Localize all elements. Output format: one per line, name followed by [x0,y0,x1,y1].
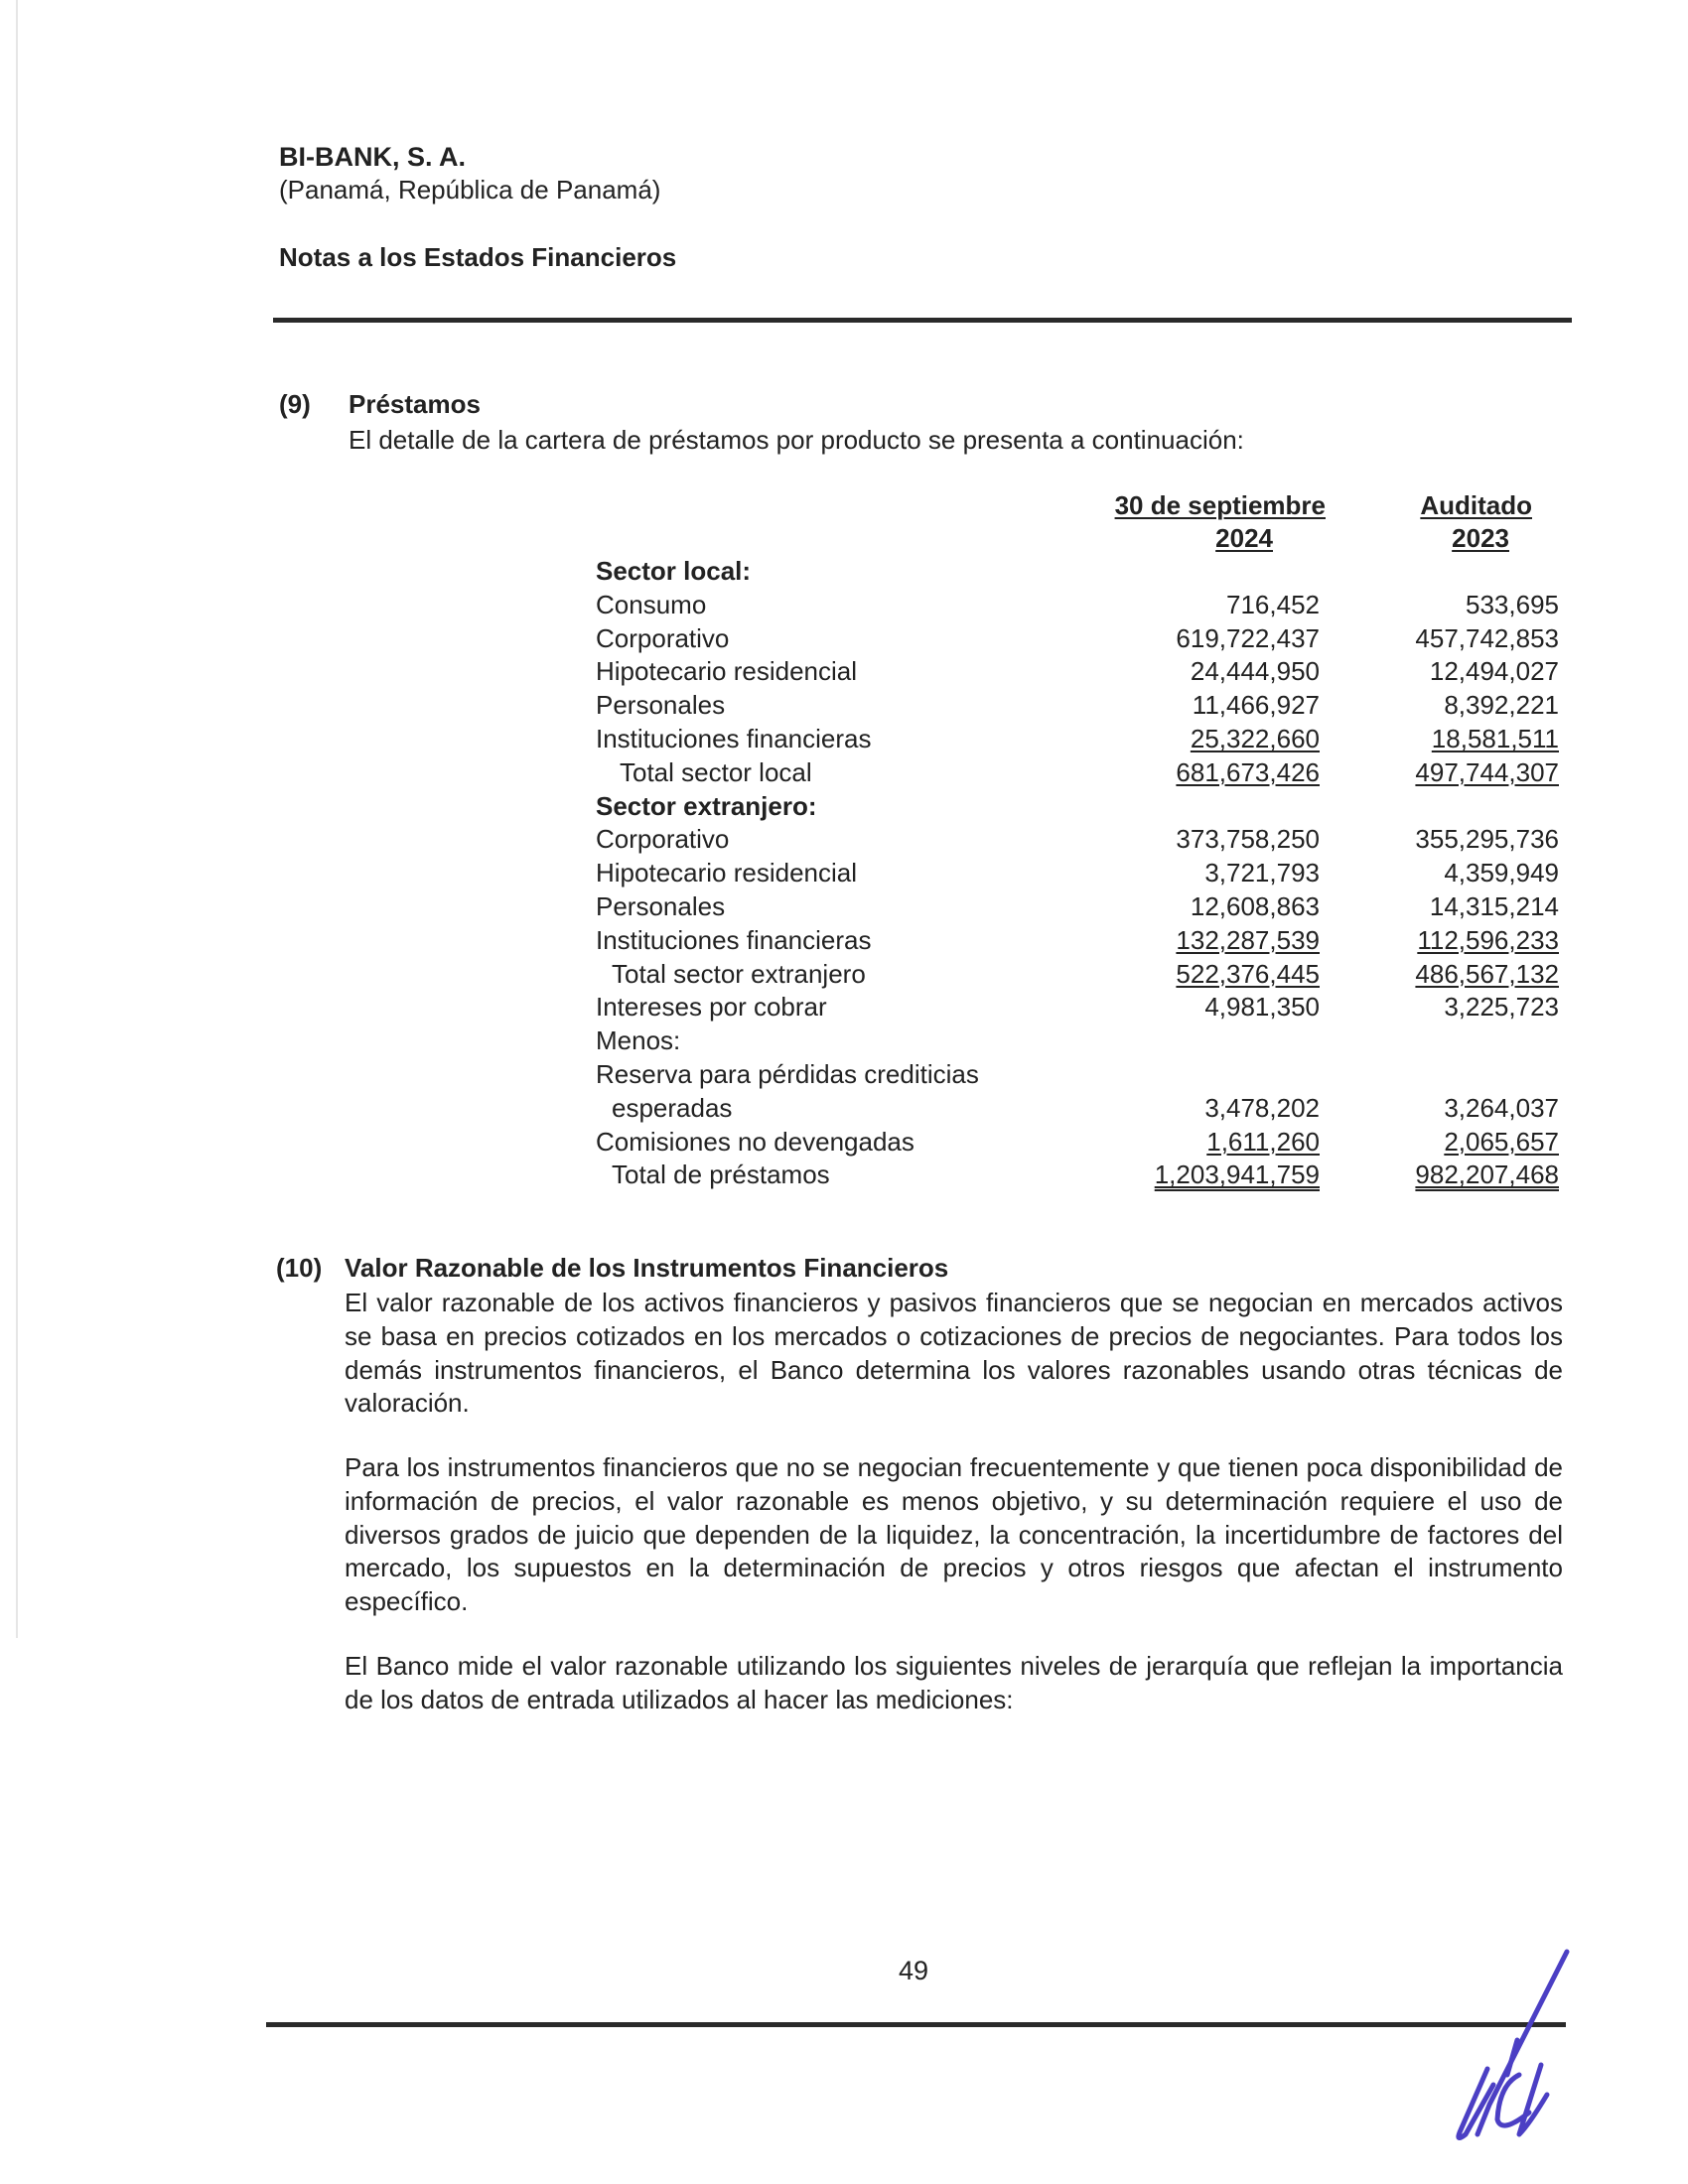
section-10-paragraph-3: El Banco mide el valor razonable utilizando los siguientes niveles de jerarquía que reflejan la importancia de los datos de entrada utilizados al hacer las mediciones: [345,1651,1563,1714]
row-label: Corporativo [596,824,730,855]
row-label: Intereses por cobrar [596,992,827,1023]
table-row [596,556,1559,590]
value-2023: 12,494,027 [1429,656,1559,687]
value-2024: 522,376,445 [1176,958,1320,989]
value-2023: 982,207,468 [1415,1160,1559,1190]
section-heading: Sector local: [596,556,752,586]
table-row [596,1160,1559,1193]
section-10-paragraph-2: Para los instrumentos financieros que no se negocian frecuentemente y que tienen poca disponibilidad de información de precios, el valor razonable es menos objetivo, y su determinación requiere el uso de diversos grados de juicio que dependen de la liquidez, la concentración, la incertidumbre de factores del mercado, los supuestos en la determinación de precios y otros riesgos que afectan el instrumento específico. [345,1452,1563,1617]
section-9-title: Préstamos [349,389,481,419]
value-2024: 12,608,863 [1190,891,1320,921]
value-2024: 681,673,426 [1176,756,1320,787]
row-label: Hipotecario residencial [596,656,858,687]
value-2023: 8,392,221 [1444,690,1559,721]
header-rule [273,318,1572,323]
row-label: Corporativo [596,622,730,653]
value-2024: 716,452 [1226,589,1320,619]
table-row [596,959,1559,993]
table-row [596,1059,1559,1093]
table-row [596,858,1559,891]
table-row [596,590,1559,623]
row-label: Menos: [596,1025,681,1056]
value-2023: 3,264,037 [1444,1092,1559,1123]
section-10-number: (10) [276,1253,323,1283]
value-2024: 619,722,437 [1176,622,1320,653]
section-10-title: Valor Razonable de los Instrumentos Financieros [345,1253,949,1283]
value-2023: 486,567,132 [1415,958,1559,989]
value-2023: 14,315,214 [1429,891,1559,921]
section-heading: Sector extranjero: [596,790,817,821]
value-2024: 25,322,660 [1190,724,1320,753]
value-2023: 355,295,736 [1415,824,1559,855]
footer-rule [266,2022,1566,2027]
value-2023: 457,742,853 [1415,622,1559,653]
value-2023: 18,581,511 [1431,724,1559,753]
company-name: BI-BANK, S. A. [279,142,466,172]
value-2024: 4,981,350 [1204,992,1320,1023]
value-2023: 4,359,949 [1444,858,1559,888]
table-row [596,992,1559,1025]
row-label: Instituciones financieras [596,724,872,753]
company-country: (Panamá, República de Panamá) [279,175,661,205]
table-row [596,1093,1559,1127]
table-row [596,1127,1559,1160]
row-label: Reserva para pérdidas crediticias [596,1059,979,1089]
table-row [596,656,1559,690]
table-row [596,1025,1559,1059]
section-9-intro: El detalle de la cartera de préstamos por producto se presenta a continuación: [349,425,1244,455]
row-label: Consumo [596,589,707,619]
table-row [596,724,1559,757]
table-row [596,757,1559,791]
value-2023: 533,695 [1466,589,1559,619]
section-9-number: (9) [279,389,311,419]
value-2024: 373,758,250 [1176,824,1320,855]
row-label: esperadas [612,1092,733,1123]
row-label: Personales [596,690,726,721]
value-2023: 112,596,233 [1417,924,1559,955]
row-label: Instituciones financieras [596,924,872,955]
table-row [596,623,1559,657]
table-row [596,824,1559,858]
value-2023: 497,744,307 [1415,756,1559,787]
page-edge [16,0,18,1638]
value-2024: 3,721,793 [1204,858,1320,888]
value-2024: 24,444,950 [1190,656,1320,687]
document-subtitle: Notas a los Estados Financieros [279,242,677,272]
table-row [596,791,1559,825]
column-header-2024-line1: 30 de septiembre [1114,490,1326,520]
row-label: Personales [596,891,726,921]
value-2024: 3,478,202 [1204,1092,1320,1123]
row-label: Total sector local [620,756,812,787]
section-10-paragraph-1: El valor razonable de los activos financieros y pasivos financieros que se negocian en mercados activos se basa en precios cotizados en los mercados o cotizaciones de precios de negociantes. Para todos los demás instrumentos financieros, el Banco determina los valores razonables usando otras técnicas de valoración. [345,1288,1563,1419]
column-header-2024-line2: 2024 [1215,523,1273,553]
value-2023: 2,065,657 [1444,1126,1559,1157]
signature [1430,1936,1628,2164]
table-row [596,891,1559,925]
value-2024: 11,466,927 [1192,690,1320,721]
page-number: 49 [899,1956,929,1985]
row-label: Comisiones no devengadas [596,1126,914,1157]
value-2024: 1,203,941,759 [1154,1160,1320,1190]
column-header-2023-line2: 2023 [1452,523,1509,553]
row-label: Total de préstamos [612,1160,830,1190]
value-2023: 3,225,723 [1444,992,1559,1023]
column-header-2023-line1: Auditado [1420,490,1532,520]
row-label: Total sector extranjero [612,958,866,989]
value-2024: 1,611,260 [1206,1126,1320,1157]
table-row [596,690,1559,724]
row-label: Hipotecario residencial [596,858,858,888]
value-2024: 132,287,539 [1176,924,1320,955]
table-row [596,925,1559,959]
